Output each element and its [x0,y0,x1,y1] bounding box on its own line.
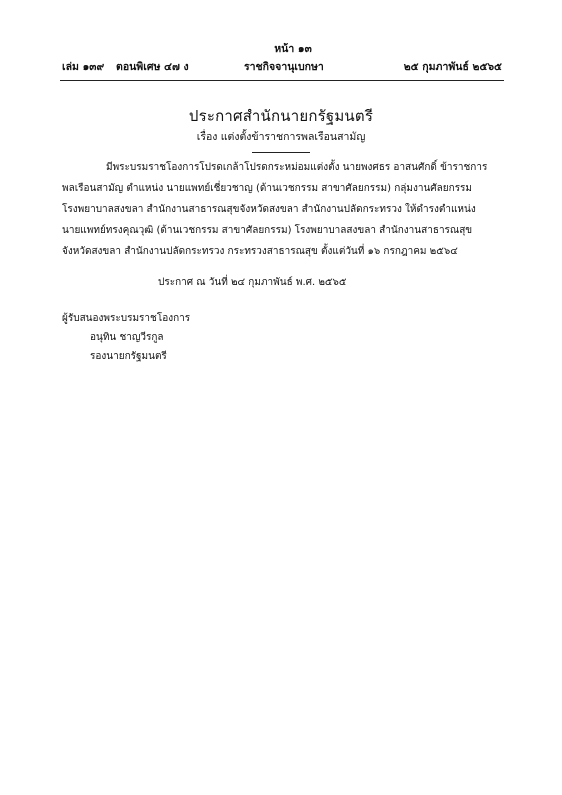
signature-block [62,309,190,366]
gazette-header [62,58,502,74]
body-line: มีพระบรมราชโองการโปรดเกล้าโปรดกระหม่อมแต่งตั้ง นายพงศธร อาสนศักดิ์ ข้าราชการ [106,162,488,173]
header-divider [60,80,504,81]
subject-divider [252,152,310,153]
gazette-name: ราชกิจจานุเบกษา [244,61,324,73]
page-number: หน้า ๑๓ [274,43,312,55]
volume-number: เล่ม ๑๓๙ [62,61,105,73]
signatory-name: อนุทิน ชาญวีรกูล [90,332,164,343]
body-line: โรงพยาบาลสงขลา สำนักงานสาธารณสุขจังหวัดสงขลา สำนักงานปลัดกระทรวง ให้ดำรงตำแหน่ง [62,204,476,215]
announcement-title: ประกาศสำนักนายกรัฐมนตรี [188,107,374,125]
announcement-subject: เรื่อง แต่งตั้งข้าราชการพลเรือนสามัญ [196,131,366,143]
issue-number: ตอนพิเศษ ๔๗ ง [116,61,189,73]
body-line: พลเรือนสามัญ ตำแหน่ง นายแพทย์เชี่ยวชาญ (ด้านเวชกรรม สาขาศัลยกรรม) กลุ่มงานศัลยกรรม [62,183,473,194]
publication-date: ๒๕ กุมภาพันธ์ ๒๕๖๕ [403,61,502,73]
body-line: นายแพทย์ทรงคุณวุฒิ (ด้านเวชกรรม สาขาศัลยกรรม) โรงพยาบาลสงขลา สำนักงานสาธารณสุข [62,225,473,236]
body-line: จังหวัดสงขลา สำนักงานปลัดกระทรวง กระทรวงสาธารณสุข ตั้งแต่วันที่ ๑๖ กรกฎาคม ๒๕๖๔ [62,246,458,257]
announcement-body [62,157,502,262]
signatory-position: รองนายกรัฐมนตรี [90,351,167,362]
countersign-label: ผู้รับสนองพระบรมราชโองการ [62,313,191,324]
announced-date: ประกาศ ณ วันที่ ๒๔ กุมภาพันธ์ พ.ศ. ๒๕๖๕ [158,277,347,288]
